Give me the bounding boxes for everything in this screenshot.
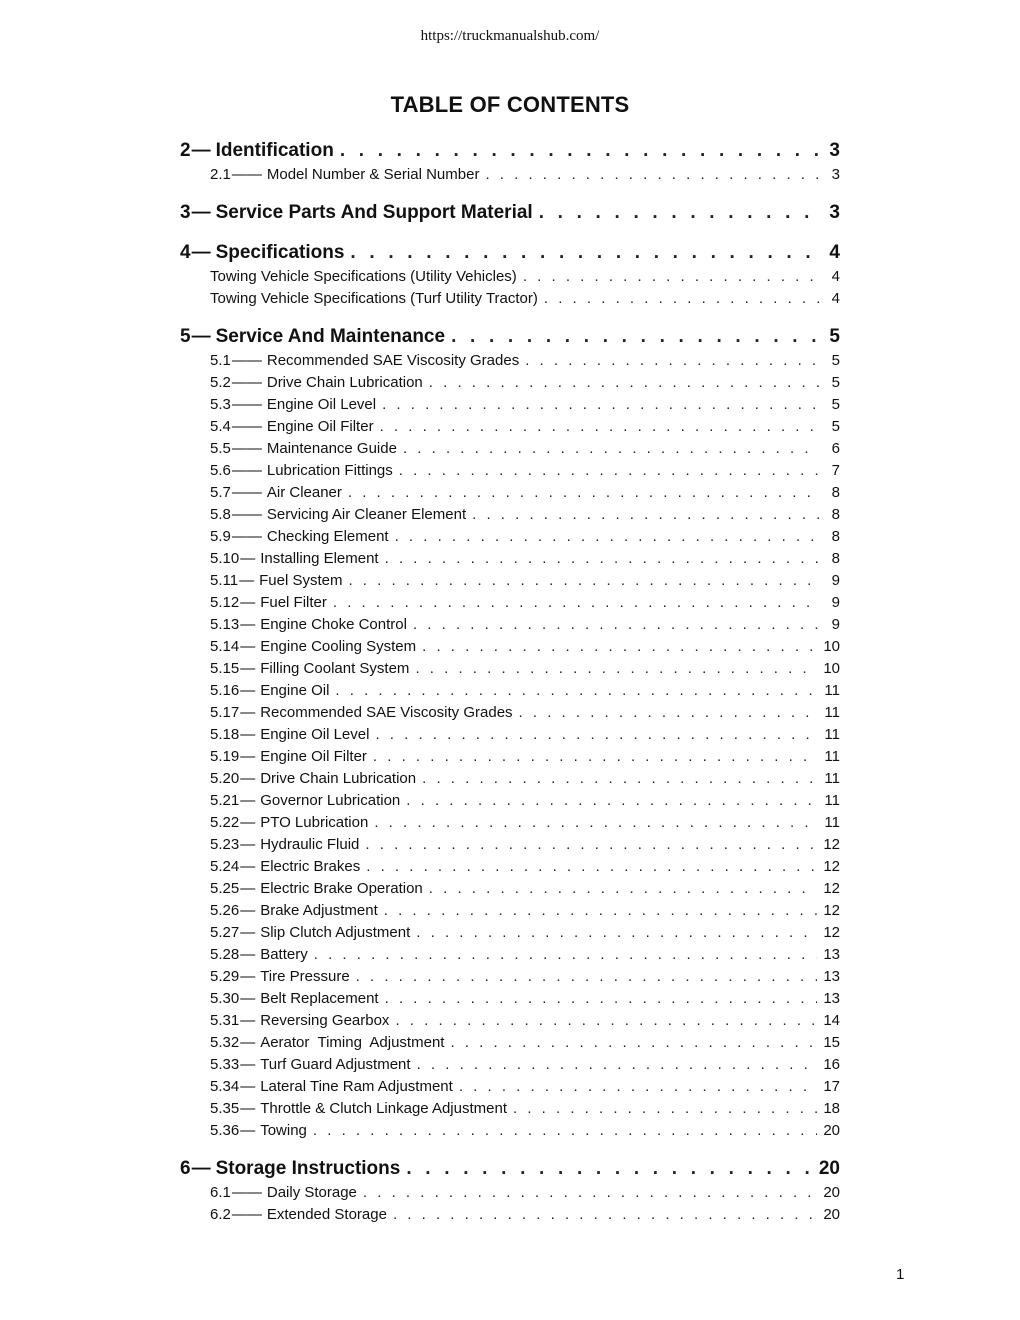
entry-page: 15: [823, 1034, 840, 1051]
section-number: 5: [180, 326, 191, 347]
entry-label: Engine Oil Filter: [266, 418, 374, 435]
entry-label: Engine Oil: [260, 682, 330, 699]
entry-dash: —: [240, 1012, 256, 1029]
entry-label: Engine Oil Filter: [260, 748, 367, 765]
entry-dash: ——: [231, 352, 262, 369]
dot-leader: [429, 878, 818, 900]
toc-entry: [180, 834, 840, 856]
entry-label: Recommended SAE Viscosity Grades: [266, 352, 520, 369]
entry-page: 5: [831, 418, 840, 435]
entry-label: Engine Choke Control: [260, 616, 407, 633]
entry-page: 20: [823, 1122, 840, 1139]
entry-label: PTO Lubrication: [260, 814, 369, 831]
dot-leader: [350, 240, 820, 266]
dot-leader: [413, 614, 820, 636]
entry-dash: —: [240, 682, 256, 699]
entry-dash: —: [240, 858, 256, 875]
dot-leader: [395, 526, 820, 548]
entry-number: 5.11: [210, 572, 239, 589]
entry-dash: —: [240, 902, 256, 919]
toc-entry: [180, 482, 840, 504]
entry-page: 9: [831, 572, 840, 589]
entry-number: 5.1: [210, 352, 231, 369]
toc-entry: [180, 164, 840, 186]
entry-number: 5.15: [210, 660, 240, 677]
toc-entry: [180, 878, 840, 900]
entry-number: 5.33: [210, 1056, 240, 1073]
toc-entry: [180, 988, 840, 1010]
entry-dash: ——: [231, 506, 262, 523]
toc-entry: [180, 702, 840, 724]
entry-label: Filling Coolant System: [260, 660, 410, 677]
entry-dash: —: [240, 968, 256, 985]
entry-dash: —: [240, 1122, 256, 1139]
section-label: Identification: [215, 140, 334, 161]
entry-dash: —: [240, 1100, 256, 1117]
toc-section: [180, 324, 840, 1142]
section-dash: —: [191, 242, 211, 263]
entry-label: Maintenance Guide: [266, 440, 397, 457]
entry-label: Turf Guard Adjustment: [260, 1056, 411, 1073]
toc-entry: [180, 1032, 840, 1054]
entry-page: 9: [831, 594, 840, 611]
dot-leader: [450, 1032, 817, 1054]
dot-leader: [384, 900, 818, 922]
entry-page: 16: [823, 1056, 840, 1073]
toc-entry: [180, 460, 840, 482]
section-page: 4: [829, 242, 840, 263]
entry-dash: —: [240, 990, 256, 1007]
toc-section-heading: [180, 1156, 840, 1182]
entry-dash: ——: [231, 166, 262, 183]
entry-page: 9: [831, 616, 840, 633]
entry-page: 11: [824, 814, 840, 831]
dot-leader: [519, 702, 819, 724]
entry-page: 4: [831, 268, 840, 285]
dot-leader: [385, 548, 820, 570]
dot-leader: [313, 1120, 817, 1142]
entry-dash: —: [240, 726, 256, 743]
dot-leader: [544, 288, 820, 310]
dot-leader: [472, 504, 820, 526]
toc-entry: [180, 900, 840, 922]
page-title: TABLE OF CONTENTS: [390, 92, 630, 117]
section-label: Storage Instructions: [215, 1158, 401, 1179]
entry-dash: ——: [231, 1184, 262, 1201]
dot-leader: [380, 416, 820, 438]
entry-dash: ——: [231, 484, 262, 501]
entry-label: Brake Adjustment: [260, 902, 378, 919]
dot-leader: [365, 834, 817, 856]
toc-entry: [180, 570, 840, 592]
entry-number: 5.6: [210, 462, 231, 479]
entry-page: 11: [824, 748, 840, 765]
entry-page: 18: [823, 1100, 840, 1117]
entry-number: 5.24: [210, 858, 240, 875]
entry-page: 10: [823, 638, 840, 655]
entry-label: Engine Oil Level: [260, 726, 370, 743]
dot-leader: [416, 922, 817, 944]
entry-label: Battery: [260, 946, 308, 963]
entry-page: 12: [823, 880, 840, 897]
toc-entry: [180, 1182, 840, 1204]
entry-page: 13: [823, 946, 840, 963]
entry-number: 5.5: [210, 440, 231, 457]
toc-entry: [180, 614, 840, 636]
toc-section-heading: [180, 324, 840, 350]
toc-entry: [180, 504, 840, 526]
dot-leader: [459, 1076, 818, 1098]
entry-label: Aerator Timing Adjustment: [260, 1034, 445, 1051]
entry-page: 11: [824, 792, 840, 809]
dot-leader: [395, 1010, 817, 1032]
entry-number: 5.4: [210, 418, 231, 435]
dot-leader: [403, 438, 820, 460]
header-url: https://truckmanualshub.com/: [420, 28, 600, 44]
entry-label: Lateral Tine Ram Adjustment: [260, 1078, 453, 1095]
toc-entry: [180, 944, 840, 966]
entry-label: Lubrication Fittings: [266, 462, 393, 479]
entry-dash: —: [240, 748, 256, 765]
entry-dash: —: [239, 572, 255, 589]
entry-label: Drive Chain Lubrication: [260, 770, 417, 787]
toc-entry: [180, 636, 840, 658]
entry-number: 5.36: [210, 1122, 240, 1139]
entry-label: Engine Cooling System: [260, 638, 417, 655]
toc-section: [180, 138, 840, 186]
entry-number: 5.27: [210, 924, 240, 941]
entry-number: 6.1: [210, 1184, 231, 1201]
dot-leader: [417, 1054, 818, 1076]
toc-section-heading: [180, 200, 840, 226]
entry-dash: —: [240, 1078, 256, 1095]
entry-number: 6.2: [210, 1206, 231, 1223]
dot-leader: [348, 570, 820, 592]
toc-entry: [180, 526, 840, 548]
toc-entry: [180, 724, 840, 746]
entry-dash: —: [240, 946, 256, 963]
entry-label: Throttle & Clutch Linkage Adjustment: [260, 1100, 507, 1117]
entry-number: 5.9: [210, 528, 231, 545]
dot-leader: [415, 658, 817, 680]
dot-leader: [366, 856, 817, 878]
entry-page: 20: [823, 1206, 840, 1223]
toc-section: [180, 1156, 840, 1226]
entry-dash: —: [240, 1034, 256, 1051]
entry-page: 11: [824, 726, 840, 743]
entry-number: 5.25: [210, 880, 240, 897]
toc-entry: [180, 768, 840, 790]
toc-entry: [180, 350, 840, 372]
dot-leader: [485, 164, 820, 186]
entry-page: 8: [831, 550, 840, 567]
entry-number: 5.7: [210, 484, 231, 501]
entry-page: 8: [831, 484, 840, 501]
toc-entry: [180, 416, 840, 438]
entry-label: Towing Vehicle Specifications (Turf Utility Tractor): [210, 290, 538, 307]
dot-leader: [422, 768, 818, 790]
entry-page: 20: [823, 1184, 840, 1201]
dot-leader: [429, 372, 820, 394]
entry-dash: ——: [231, 1206, 262, 1223]
section-dash: —: [191, 202, 211, 223]
entry-dash: —: [240, 836, 256, 853]
entry-page: 6: [831, 440, 840, 457]
entry-label: Fuel System: [259, 572, 343, 589]
entry-dash: —: [240, 660, 256, 677]
toc-entry: [180, 746, 840, 768]
section-dash: —: [191, 326, 211, 347]
entry-dash: —: [240, 550, 256, 567]
toc-section-heading: [180, 138, 840, 164]
dot-leader: [525, 350, 820, 372]
toc-entry: [180, 372, 840, 394]
dot-leader: [335, 680, 818, 702]
entry-dash: —: [240, 792, 256, 809]
dot-leader: [399, 460, 820, 482]
entry-dash: ——: [231, 462, 262, 479]
dot-leader: [348, 482, 820, 504]
entry-page: 12: [823, 858, 840, 875]
toc-entry: [180, 288, 840, 310]
entry-page: 5: [831, 374, 840, 391]
dot-leader: [539, 200, 820, 226]
entry-page: 3: [831, 166, 840, 183]
entry-page: 17: [823, 1078, 840, 1095]
section-label: Service And Maintenance: [215, 326, 446, 347]
dot-leader: [523, 266, 820, 288]
entry-dash: —: [240, 880, 256, 897]
entry-label: Extended Storage: [266, 1206, 387, 1223]
entry-label: Daily Storage: [266, 1184, 357, 1201]
entry-number: 5.18: [210, 726, 240, 743]
entry-label: Slip Clutch Adjustment: [260, 924, 411, 941]
entry-number: 5.22: [210, 814, 240, 831]
toc-entry: [180, 1054, 840, 1076]
entry-dash: —: [240, 770, 256, 787]
entry-page: 13: [823, 990, 840, 1007]
entry-number: 5.35: [210, 1100, 240, 1117]
section-label: Specifications: [215, 242, 345, 263]
section-page: 3: [829, 202, 840, 223]
entry-number: 5.23: [210, 836, 240, 853]
entry-page: 14: [823, 1012, 840, 1029]
entry-number: 5.28: [210, 946, 240, 963]
section-page: 3: [829, 140, 840, 161]
toc-entry: [180, 922, 840, 944]
toc-entry: [180, 592, 840, 614]
section-number: 3: [180, 202, 191, 223]
dot-leader: [385, 988, 818, 1010]
entry-dash: —: [240, 924, 256, 941]
entry-page: 11: [824, 682, 840, 699]
entry-page: 5: [831, 352, 840, 369]
entry-number: 5.13: [210, 616, 240, 633]
toc-entry: [180, 438, 840, 460]
entry-label: Fuel Filter: [260, 594, 327, 611]
entry-number: 5.26: [210, 902, 240, 919]
toc-entry: [180, 1098, 840, 1120]
section-number: 2: [180, 140, 191, 161]
entry-label: Installing Element: [260, 550, 379, 567]
entry-label: Towing: [260, 1122, 307, 1139]
entry-label: Air Cleaner: [266, 484, 342, 501]
entry-label: Checking Element: [266, 528, 389, 545]
dot-leader: [393, 1204, 817, 1226]
entry-number: 5.32: [210, 1034, 240, 1051]
toc-entry: [180, 1076, 840, 1098]
toc-entry: [180, 1120, 840, 1142]
entry-dash: —: [240, 594, 256, 611]
dot-leader: [356, 966, 818, 988]
toc-entry: [180, 658, 840, 680]
dot-leader: [406, 790, 818, 812]
section-dash: —: [191, 1158, 211, 1179]
entry-dash: —: [240, 704, 256, 721]
entry-page: 12: [823, 902, 840, 919]
entry-number: 2.1: [210, 166, 231, 183]
dot-leader: [513, 1098, 817, 1120]
toc-entry: [180, 1010, 840, 1032]
toc-entry: [180, 266, 840, 288]
toc-entry: [180, 790, 840, 812]
dot-leader: [373, 746, 819, 768]
dot-leader: [382, 394, 820, 416]
dot-leader: [333, 592, 820, 614]
dot-leader: [406, 1156, 813, 1182]
entry-number: 5.34: [210, 1078, 240, 1095]
entry-page: 4: [831, 290, 840, 307]
entry-page: 8: [831, 506, 840, 523]
section-page: 20: [818, 1158, 840, 1179]
toc-entry: [180, 966, 840, 988]
entry-page: 10: [823, 660, 840, 677]
entry-dash: ——: [231, 374, 262, 391]
entry-label: Hydraulic Fluid: [260, 836, 360, 853]
entry-number: 5.19: [210, 748, 240, 765]
toc-section: [180, 200, 840, 226]
entry-number: 5.29: [210, 968, 240, 985]
entry-number: 5.2: [210, 374, 231, 391]
dot-leader: [422, 636, 817, 658]
section-number: 6: [180, 1158, 191, 1179]
section-label: Service Parts And Support Material: [215, 202, 533, 223]
entry-dash: —: [240, 1056, 256, 1073]
entry-number: 5.17: [210, 704, 240, 721]
entry-number: 5.14: [210, 638, 240, 655]
entry-label: Tire Pressure: [260, 968, 350, 985]
toc-entry: [180, 1204, 840, 1226]
entry-dash: ——: [231, 396, 262, 413]
section-dash: —: [191, 140, 211, 161]
entry-page: 8: [831, 528, 840, 545]
entry-page: 13: [823, 968, 840, 985]
toc-entry: [180, 812, 840, 834]
entry-label: Engine Oil Level: [266, 396, 377, 413]
section-number: 4: [180, 242, 191, 263]
entry-page: 7: [831, 462, 840, 479]
entry-number: 5.3: [210, 396, 231, 413]
toc-entry: [180, 856, 840, 878]
entry-label: Servicing Air Cleaner Element: [266, 506, 467, 523]
toc-entry: [180, 548, 840, 570]
dot-leader: [451, 324, 820, 350]
entry-number: 5.8: [210, 506, 231, 523]
dot-leader: [374, 812, 818, 834]
entry-page: 5: [831, 396, 840, 413]
dot-leader: [340, 138, 820, 164]
entry-number: 5.20: [210, 770, 240, 787]
entry-label: Reversing Gearbox: [260, 1012, 390, 1029]
entry-dash: ——: [231, 418, 262, 435]
entry-label: Towing Vehicle Specifications (Utility Vehicles): [210, 268, 517, 285]
toc-section-heading: [180, 240, 840, 266]
entry-page: 12: [823, 924, 840, 941]
entry-page: 12: [823, 836, 840, 853]
entry-page: 11: [824, 770, 840, 787]
dot-leader: [314, 944, 818, 966]
entry-label: Electric Brake Operation: [260, 880, 423, 897]
entry-number: 5.30: [210, 990, 240, 1007]
entry-label: Governor Lubrication: [260, 792, 401, 809]
entry-dash: —: [240, 814, 256, 831]
page-number: 1: [896, 1266, 905, 1283]
entry-number: 5.16: [210, 682, 240, 699]
dot-leader: [363, 1182, 817, 1204]
entry-label: Drive Chain Lubrication: [266, 374, 423, 391]
entry-number: 5.12: [210, 594, 240, 611]
entry-number: 5.10: [210, 550, 240, 567]
dot-leader: [375, 724, 818, 746]
section-page: 5: [829, 326, 840, 347]
entry-label: Belt Replacement: [260, 990, 379, 1007]
entry-dash: —: [240, 616, 256, 633]
entry-number: 5.31: [210, 1012, 240, 1029]
entry-dash: —: [240, 638, 256, 655]
entry-page: 11: [824, 704, 840, 721]
entry-label: Electric Brakes: [260, 858, 361, 875]
toc-entry: [180, 394, 840, 416]
entry-number: 5.21: [210, 792, 240, 809]
entry-dash: ——: [231, 440, 262, 457]
entry-dash: ——: [231, 528, 262, 545]
toc-entry: [180, 680, 840, 702]
table-of-contents: [180, 138, 840, 1240]
toc-section: [180, 240, 840, 310]
entry-label: Model Number & Serial Number: [266, 166, 480, 183]
entry-label: Recommended SAE Viscosity Grades: [260, 704, 513, 721]
